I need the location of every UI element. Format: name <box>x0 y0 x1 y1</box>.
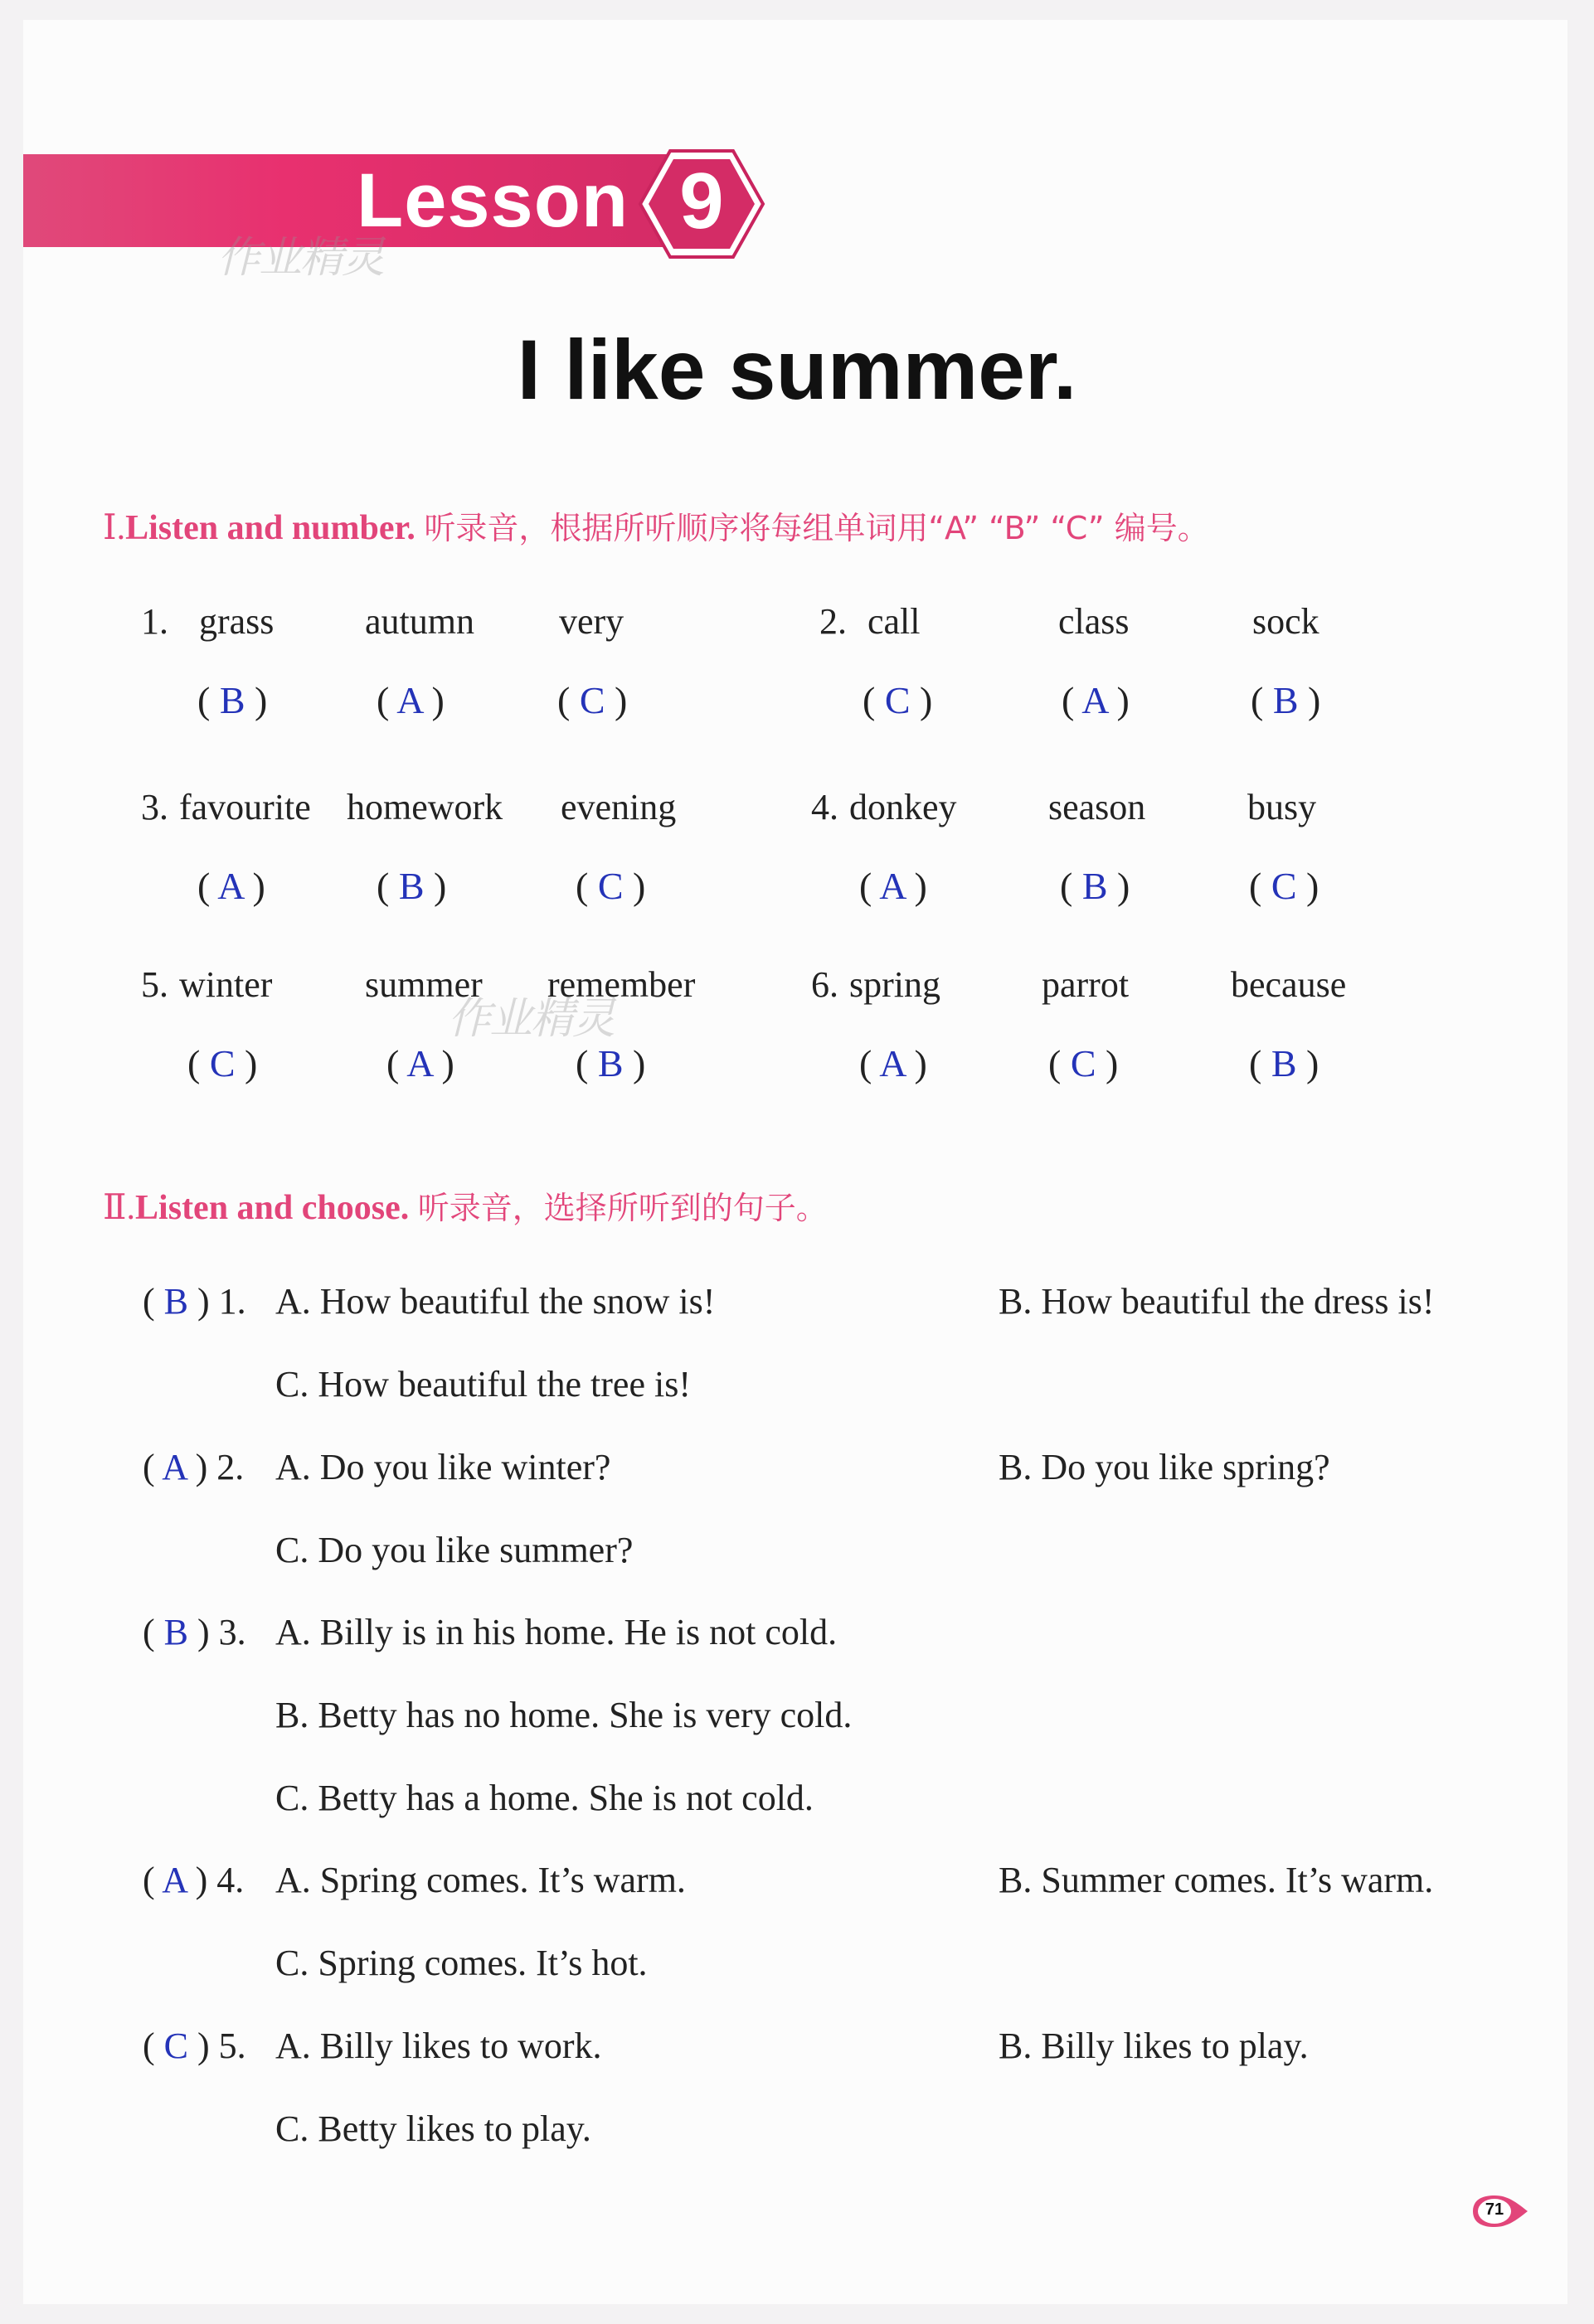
answer-blank[interactable]: ( B ) <box>576 1042 646 1084</box>
word: summer <box>365 964 483 1005</box>
option-a: A. Billy is in his home. He is not cold. <box>275 1612 838 1652</box>
question-number[interactable]: ( B ) 1. <box>143 1281 246 1322</box>
question-number[interactable]: ( A ) 4. <box>143 1860 245 1900</box>
option-a: A. Spring comes. It’s warm. <box>275 1860 686 1900</box>
page-title: I like summer. <box>517 323 1077 417</box>
option-a: A. How beautiful the snow is! <box>275 1281 716 1322</box>
answer-letter: A <box>162 1860 187 1900</box>
answer-letter: A <box>406 1042 432 1084</box>
question-num: 2. <box>216 1447 245 1487</box>
word: favourite <box>179 787 311 827</box>
section1-heading <box>103 502 1209 548</box>
option-a: A. Billy likes to work. <box>275 2026 602 2066</box>
question-num: 1. <box>218 1281 246 1322</box>
word: busy <box>1247 787 1317 827</box>
answer-letter: C <box>209 1042 236 1084</box>
option-c: C. Betty has a home. She is not cold. <box>275 1778 814 1818</box>
question-num: 5. <box>218 2026 246 2066</box>
group-number: 3. <box>141 787 168 827</box>
answer-blank[interactable]: ( B ) <box>377 865 447 907</box>
answer-letter: B <box>163 1612 189 1652</box>
option-b: B. Betty has no home. She is very cold. <box>275 1695 853 1735</box>
word: class <box>1058 601 1130 642</box>
question-number[interactable]: ( A ) 2. <box>143 1447 245 1487</box>
answer-blank[interactable]: ( C ) <box>1249 865 1319 907</box>
word: homework <box>347 787 503 827</box>
lesson-number-badge <box>637 148 766 260</box>
question-number[interactable]: ( B ) 3. <box>143 1612 246 1652</box>
answer-letter: B <box>1081 865 1108 907</box>
question-number[interactable]: ( C ) 5. <box>143 2026 246 2066</box>
answer-letter: C <box>1271 865 1297 907</box>
answer-blank[interactable]: ( C ) <box>576 865 646 907</box>
word: autumn <box>365 601 474 642</box>
option-b: B. Do you like spring? <box>999 1447 1330 1487</box>
answer-blank[interactable]: ( C ) <box>863 679 933 721</box>
answer-letter: C <box>597 865 624 907</box>
page-number-badge <box>1470 2192 1529 2230</box>
answer-letter: A <box>162 1447 187 1487</box>
word: winter <box>179 964 273 1005</box>
answer-blank[interactable]: ( B ) <box>1060 865 1130 907</box>
word: call <box>867 601 921 642</box>
answer-blank[interactable]: ( A ) <box>859 865 927 907</box>
group-number: 6. <box>811 964 838 1005</box>
answer-letter: B <box>398 865 425 907</box>
option-b: B. Billy likes to play. <box>999 2026 1309 2066</box>
answer-blank[interactable]: ( B ) <box>197 679 268 721</box>
word: spring <box>849 964 940 1005</box>
answer-blank[interactable]: ( A ) <box>1062 679 1130 721</box>
section2-heading <box>103 1182 828 1228</box>
answer-letter: A <box>879 865 905 907</box>
question-num: 4. <box>216 1860 245 1900</box>
answer-blank[interactable]: ( B ) <box>1249 1042 1319 1084</box>
group-number: 5. <box>141 964 168 1005</box>
answer-blank[interactable]: ( C ) <box>1048 1042 1119 1084</box>
word: remember <box>547 964 696 1005</box>
answer-letter: B <box>597 1042 624 1084</box>
option-b: B. How beautiful the dress is! <box>999 1281 1435 1322</box>
option-c: C. Do you like summer? <box>275 1530 634 1570</box>
answer-letter: C <box>884 679 911 721</box>
answer-blank[interactable]: ( A ) <box>386 1042 454 1084</box>
section2-numeral: Ⅱ. <box>103 1189 136 1227</box>
answer-letter: A <box>217 865 243 907</box>
word: parrot <box>1042 964 1130 1005</box>
section2-instruction: 听录音，选择所听到的句子。 <box>417 1190 828 1226</box>
word: season <box>1048 787 1146 827</box>
word: grass <box>199 601 275 642</box>
section2-title: Listen and choose. <box>135 1189 410 1227</box>
word: donkey <box>849 787 957 827</box>
option-c: C. Spring comes. It’s hot. <box>275 1943 648 1983</box>
group-number: 4. <box>811 787 838 827</box>
answer-letter: B <box>219 679 245 721</box>
section1-instruction: 听录音，根据所听顺序将每组单词用“A” “B” “C” 编号。 <box>424 510 1209 546</box>
option-c: C. How beautiful the tree is! <box>275 1364 691 1405</box>
answer-blank[interactable]: ( A ) <box>197 865 265 907</box>
answer-blank[interactable]: ( B ) <box>1251 679 1321 721</box>
lesson-label: Lesson <box>357 158 629 243</box>
answer-blank[interactable]: ( A ) <box>859 1042 927 1084</box>
answer-letter: C <box>1070 1042 1096 1084</box>
option-a: A. Do you like winter? <box>275 1447 611 1487</box>
option-b: B. Summer comes. It’s warm. <box>999 1860 1434 1900</box>
word: sock <box>1252 601 1319 642</box>
section1-numeral: Ⅰ. <box>103 509 126 547</box>
answer-letter: C <box>579 679 605 721</box>
word: because <box>1231 964 1347 1005</box>
answer-letter: B <box>163 1281 189 1322</box>
group-number: 1. <box>141 601 168 642</box>
section1-title: Listen and number. <box>125 509 416 547</box>
answer-blank[interactable]: ( C ) <box>187 1042 258 1084</box>
answer-blank[interactable]: ( C ) <box>557 679 628 721</box>
answer-blank[interactable]: ( A ) <box>377 679 445 721</box>
watermark: 作业精灵 <box>448 994 615 1044</box>
watermark: 作业精灵 <box>217 233 384 283</box>
lesson-number: 9 <box>679 157 724 245</box>
answer-letter: A <box>396 679 422 721</box>
page-number: 71 <box>1485 2200 1504 2219</box>
question-num: 3. <box>218 1612 246 1652</box>
answer-letter: A <box>1081 679 1107 721</box>
word: very <box>559 601 624 642</box>
option-c: C. Betty likes to play. <box>275 2108 591 2149</box>
group-number: 2. <box>819 601 847 642</box>
word: evening <box>561 787 677 827</box>
answer-letter: B <box>1271 1042 1297 1084</box>
answer-letter: C <box>163 2026 189 2066</box>
answer-letter: B <box>1272 679 1299 721</box>
answer-letter: A <box>879 1042 905 1084</box>
